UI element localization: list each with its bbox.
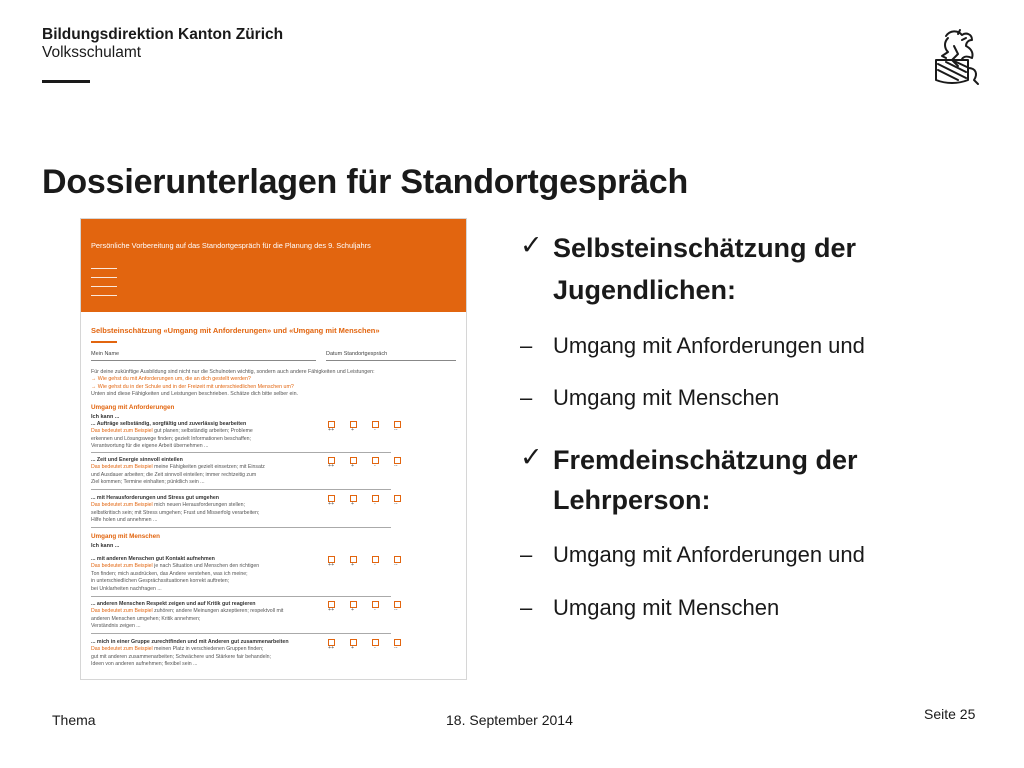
example-label: Das bedeutet zum Beispiel: [91, 464, 153, 471]
item-example-line: anderen Menschen umgehen; Kritik annehmen;: [91, 615, 201, 622]
rating-item: [91, 457, 323, 487]
item-example-line: Ideen von anderen aufnehmen; flexibel sein ...: [91, 661, 198, 668]
item-heading: ... anderen Menschen Respekt zeigen und auf Kritik gut reagieren: [91, 601, 256, 607]
header-rule: [91, 277, 117, 278]
header-rule: [91, 286, 117, 287]
item-heading: ... mit Herausforderungen und Stress gut umgehen: [91, 495, 220, 501]
checkmark-icon: ✓: [520, 230, 543, 260]
org-name: Bildungsdirektion Kanton Zürich: [42, 26, 284, 43]
page-number: Seite 25: [924, 706, 976, 722]
example-text: zuhören; andere Meinungen akzeptieren; respektvoll mit: [154, 608, 284, 615]
item-example-line: Verantwortung für die eigene Arbeit übernehmen ...: [91, 443, 209, 450]
item-heading: ... Aufträge selbständig, sorgfältig und zuverlässig bearbeiten: [91, 421, 247, 427]
item-example-line: erkennen und Lösungswege finden; gezielt Informationen beschaffen;: [91, 435, 251, 442]
item-example-line: Ziel kommen; Termine einhalten; pünktlich sein ...: [91, 479, 205, 486]
header-rule: [91, 295, 117, 296]
example-label: Das bedeutet zum Beispiel: [91, 563, 153, 570]
example-text: je nach Situation und Menschen den richtigen: [154, 563, 260, 570]
header-rule: [91, 268, 117, 269]
field-date-label: Datum Standortgespräch: [326, 351, 388, 357]
rating-scale: [328, 639, 408, 653]
item-example-line: Hilfe holen und annehmen ...: [91, 517, 158, 524]
scale-label: -: [374, 427, 376, 433]
group-title: Umgang mit Anforderungen: [91, 404, 175, 411]
scale-label: --: [394, 427, 398, 433]
item-divider: [91, 633, 391, 634]
document-header-band: [81, 219, 466, 312]
rating-scale: [328, 601, 408, 615]
item-example: [91, 502, 323, 509]
footer-topic: Thema: [52, 712, 96, 728]
example-text: mich neuen Herausforderungen stellen;: [154, 502, 246, 509]
field-name-line: [91, 360, 316, 361]
item-example: [91, 563, 323, 570]
item-divider: [91, 452, 391, 453]
item-example: [91, 646, 323, 653]
intro-line: → Wie gehst du in der Schule und in der Freizeit mit unterschiedlichen Menschen um?: [91, 383, 294, 390]
scale-label: -: [374, 501, 376, 507]
dossier-document-preview: [80, 218, 467, 680]
rating-item: [91, 421, 323, 451]
scale-label: --: [394, 501, 398, 507]
bullet-heading: Jugendlichen:: [553, 275, 737, 305]
scale-label: +: [351, 645, 355, 651]
sub-item: Umgang mit Anforderungen und: [553, 333, 865, 358]
scale-label: ++: [328, 607, 335, 613]
org-header: [42, 26, 283, 62]
item-example-line: in unterschiedlichen Gesprächssituationen korrekt auftreten;: [91, 578, 230, 585]
scale-label: --: [394, 607, 398, 613]
scale-label: -: [374, 607, 376, 613]
example-label: Das bedeutet zum Beispiel: [91, 608, 153, 615]
example-label: Das bedeutet zum Beispiel: [91, 428, 153, 435]
rating-scale: [328, 556, 408, 570]
dash-icon: –: [520, 542, 533, 567]
example-text: meinen Platz in verschiedenen Gruppen finden;: [154, 646, 264, 653]
example-label: Das bedeutet zum Beispiel: [91, 502, 153, 509]
item-example: [91, 464, 323, 471]
section-title-bar: [91, 341, 117, 343]
bullet-heading: Fremdeinschätzung der: [553, 445, 858, 475]
item-heading: ... mit anderen Menschen gut Kontakt aufnehmen: [91, 556, 215, 562]
group-title: Umgang mit Menschen: [91, 533, 160, 540]
scale-label: --: [394, 645, 398, 651]
sub-item: Umgang mit Anforderungen und: [553, 542, 865, 567]
item-example-line: Ton finden; mich ausdrücken, das Andere verstehen, was ich meine;: [91, 570, 248, 577]
rating-item: [91, 639, 323, 669]
sub-item: Umgang mit Menschen: [553, 385, 780, 410]
scale-label: -: [374, 645, 376, 651]
field-date-line: [326, 360, 456, 361]
document-field-row: [91, 351, 456, 360]
rating-scale: [328, 495, 408, 509]
org-subtitle: Volksschulamt: [42, 44, 142, 61]
lion-crest-icon: [928, 26, 982, 88]
scale-label: ++: [328, 501, 335, 507]
example-text: gut planen; selbständig arbeiten; Probleme: [154, 428, 253, 435]
rating-item: [91, 601, 323, 631]
rating-item: [91, 495, 323, 525]
dash-icon: –: [520, 385, 533, 410]
item-example-line: Verständnis zeigen ...: [91, 623, 141, 630]
item-example: [91, 428, 323, 435]
scale-label: --: [394, 562, 398, 568]
footer-date: 18. September 2014: [446, 712, 573, 728]
scale-label: +: [351, 427, 355, 433]
intro-line: → Wie gehst du mit Anforderungen um, die an dich gestellt werden?: [91, 376, 251, 383]
example-text: meine Fähigkeiten gezielt einsetzen; mit Einsatz: [154, 464, 265, 471]
document-header-text: Persönliche Vorbereitung auf das Standortgespräch für die Planung des 9. Schuljahrs: [91, 241, 371, 250]
item-divider: [91, 527, 391, 528]
scale-label: ++: [328, 427, 335, 433]
item-example-line: bei Unklarheiten nachfragen ...: [91, 585, 162, 592]
bullet-heading: Selbsteinschätzung der: [553, 233, 857, 263]
rating-scale: [328, 457, 408, 471]
document-intro: [91, 369, 391, 399]
item-heading: ... mich in einer Gruppe zurechtfinden und mit Anderen gut zusammenarbeiten: [91, 639, 289, 645]
rating-scale: [328, 421, 408, 435]
scale-label: ++: [328, 645, 335, 651]
intro-line: Für deine zukünftige Ausbildung sind nicht nur die Schulnoten wichtig, sondern auch andere Fähigkeiten und Leistungen:: [91, 369, 375, 375]
document-section-title: Selbsteinschätzung «Umgang mit Anforderungen» und «Umgang mit Menschen»: [91, 326, 380, 335]
bullet-heading: Lehrperson:: [553, 485, 711, 515]
scale-label: +: [351, 607, 355, 613]
checkmark-icon: ✓: [520, 442, 543, 472]
header-divider: [42, 80, 90, 83]
item-example-line: gut mit anderen zusammenarbeiten; Schwächere und Stärkere fair behandeln;: [91, 653, 271, 660]
slide-title: Dossierunterlagen für Standortgespräch: [42, 163, 689, 201]
scale-label: +: [351, 562, 355, 568]
scale-label: +: [351, 501, 355, 507]
item-example-line: selbstkritisch sein; mit Stress umgehen; Frust und Misserfolg verarbeiten;: [91, 509, 260, 516]
item-heading: ... Zeit und Energie sinnvoll einteilen: [91, 457, 183, 463]
scale-label: -: [374, 463, 376, 469]
item-divider: [91, 596, 391, 597]
rating-item: [91, 556, 323, 593]
dash-icon: –: [520, 333, 533, 358]
item-example-line: und Ausdauer arbeiten; die Zeit sinnvoll einteilen; immer rechtzeitig zum: [91, 471, 257, 478]
ich-kann-label: Ich kann ...: [91, 414, 120, 420]
scale-label: +: [351, 463, 355, 469]
ich-kann-label: Ich kann ...: [91, 543, 120, 549]
sub-item: Umgang mit Menschen: [553, 595, 780, 620]
example-label: Das bedeutet zum Beispiel: [91, 646, 153, 653]
scale-label: --: [394, 463, 398, 469]
item-example: [91, 608, 323, 615]
intro-line: Unten sind diese Fähigkeiten und Leistungen beschrieben. Schätze dich bitte selber ein.: [91, 391, 299, 398]
scale-label: -: [374, 562, 376, 568]
dash-icon: –: [520, 595, 533, 620]
field-name-label: Mein Name: [91, 351, 120, 357]
scale-label: ++: [328, 562, 335, 568]
item-divider: [91, 489, 391, 490]
scale-label: ++: [328, 463, 335, 469]
